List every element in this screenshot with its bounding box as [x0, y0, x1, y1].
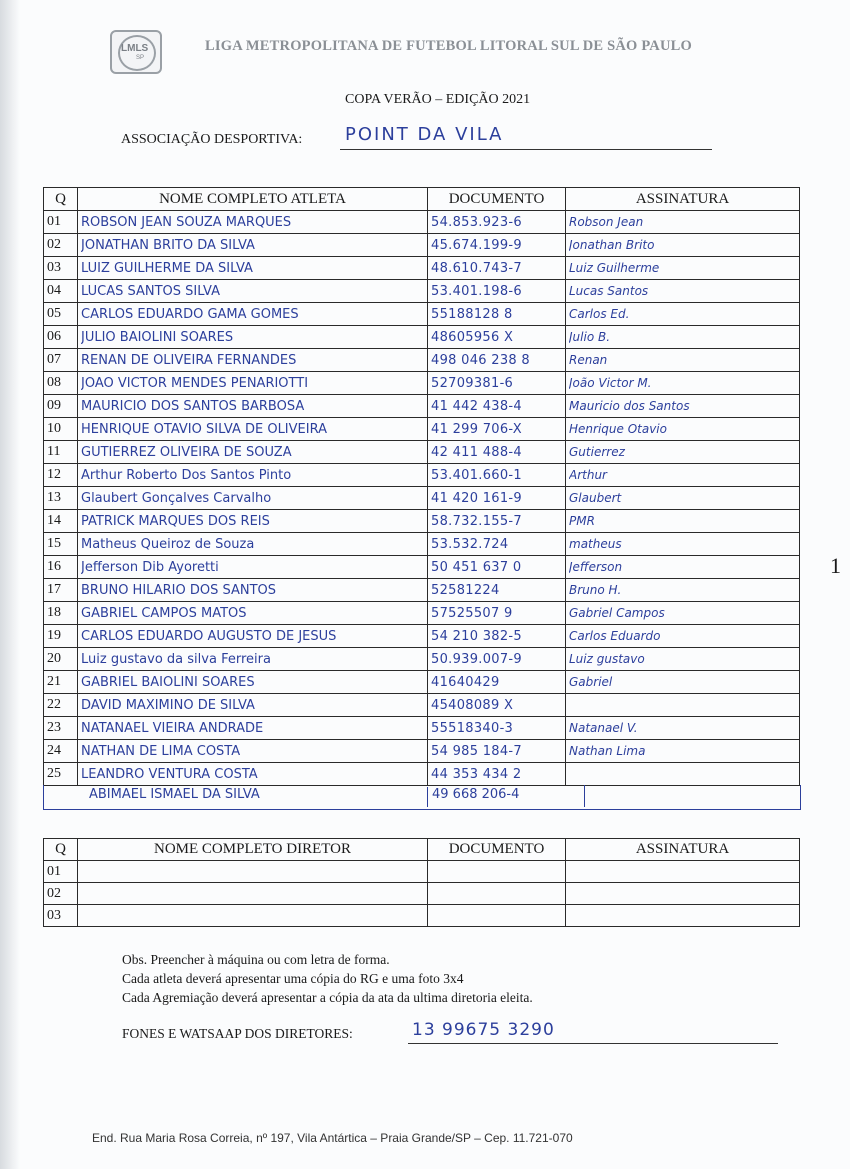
association-underline — [340, 149, 712, 150]
row-document-cell — [428, 533, 566, 556]
row-name-cell — [78, 257, 428, 280]
table-row — [44, 625, 800, 648]
row-name-cell — [78, 861, 428, 883]
row-signature: Jefferson — [569, 560, 623, 574]
row-name: Luiz gustavo da silva Ferreira — [81, 651, 271, 667]
row-number: 03 — [47, 260, 61, 275]
row-signature-cell — [566, 625, 800, 648]
table-row — [44, 441, 800, 464]
dir-col-document-header: DOCUMENTO — [428, 839, 566, 861]
row-signature-cell — [566, 556, 800, 579]
table-row — [44, 395, 800, 418]
row-document: 41 442 438-4 — [431, 398, 522, 414]
row-document-cell — [428, 602, 566, 625]
row-document-cell — [428, 883, 566, 905]
row-signature: Carlos Ed. — [569, 307, 630, 321]
row-number-cell — [44, 349, 78, 372]
row-name-cell — [78, 441, 428, 464]
footer-address: End. Rua Maria Rosa Correia, nº 197, Vila Antártica – Praia Grande/SP – Cep. 11.721-070 — [92, 1131, 573, 1145]
row-signature-cell — [566, 257, 800, 280]
row-name-cell — [78, 418, 428, 441]
table-row — [44, 694, 800, 717]
row-name: LEANDRO VENTURA COSTA — [81, 766, 258, 782]
row-document: 55188128 8 — [431, 306, 513, 322]
row-name: NATHAN DE LIMA COSTA — [81, 743, 241, 759]
row-document: 58.732.155-7 — [431, 513, 522, 529]
row-document-cell — [428, 372, 566, 395]
row-name-cell — [78, 694, 428, 717]
table-row — [44, 211, 800, 234]
row-document-cell — [428, 625, 566, 648]
row-name-cell — [78, 280, 428, 303]
athletes-body — [44, 211, 800, 786]
row-number: 18 — [47, 605, 61, 620]
row-name: Arthur Roberto Dos Santos Pinto — [81, 467, 292, 483]
row-signature-cell — [566, 487, 800, 510]
row-document-cell — [428, 257, 566, 280]
row-name: Jefferson Dib Ayoretti — [81, 559, 219, 575]
row-number: 15 — [47, 536, 61, 551]
directors-body — [44, 861, 800, 927]
row-name: RENAN DE OLIVEIRA FERNANDES — [81, 352, 297, 368]
row-name: LUCAS SANTOS SILVA — [81, 283, 220, 299]
row-number-cell — [44, 905, 78, 927]
row-document-cell — [428, 694, 566, 717]
row-number: 25 — [47, 766, 61, 781]
row-number-cell — [44, 487, 78, 510]
row-number: 12 — [47, 467, 61, 482]
row-number-cell — [44, 883, 78, 905]
row-document-cell — [428, 648, 566, 671]
row-document-cell — [428, 487, 566, 510]
logo-subtext: SP — [136, 55, 145, 61]
row-signature-cell — [566, 510, 800, 533]
row-name-cell — [78, 905, 428, 927]
row-signature: Luiz Guilherme — [569, 261, 660, 275]
row-signature-cell — [566, 533, 800, 556]
row-signature-cell — [566, 648, 800, 671]
row-number-cell — [44, 418, 78, 441]
row-name-cell — [78, 326, 428, 349]
table-row — [44, 418, 800, 441]
table-row — [44, 464, 800, 487]
row-name-cell — [78, 671, 428, 694]
row-name: Matheus Queiroz de Souza — [81, 536, 255, 552]
row-signature-cell — [566, 441, 800, 464]
row-signature: Robson Jean — [569, 215, 644, 229]
league-logo — [110, 30, 162, 74]
row-document: 53.532.724 — [431, 536, 509, 552]
table-row — [44, 740, 800, 763]
col-document-header: DOCUMENTO — [428, 188, 566, 211]
row-number: 19 — [47, 628, 61, 643]
row-name-cell — [78, 464, 428, 487]
row-number: 03 — [47, 907, 61, 923]
row-number-cell — [44, 648, 78, 671]
extra-athlete-name: ABIMAEL ISMAEL DA SILVA — [89, 787, 260, 802]
association-value: POINT DA VILA — [345, 124, 504, 145]
col-name-header: NOME COMPLETO ATLETA — [78, 188, 428, 211]
row-number: 22 — [47, 697, 61, 712]
row-signature-cell — [566, 602, 800, 625]
row-document-cell — [428, 234, 566, 257]
row-number: 21 — [47, 674, 61, 689]
row-document: 50.939.007-9 — [431, 651, 522, 667]
row-document-cell — [428, 395, 566, 418]
row-name: CARLOS EDUARDO AUGUSTO DE JESUS — [81, 628, 337, 644]
row-name: HENRIQUE OTAVIO SILVA DE OLIVEIRA — [81, 421, 327, 437]
row-signature-cell — [566, 694, 800, 717]
dir-col-q-header: Q — [44, 839, 78, 861]
row-name: JONATHAN BRITO DA SILVA — [81, 237, 255, 253]
row-document-cell — [428, 763, 566, 786]
row-number: 10 — [47, 421, 61, 436]
row-signature-cell — [566, 303, 800, 326]
row-document-cell — [428, 280, 566, 303]
row-signature: Luiz gustavo — [569, 652, 645, 666]
table-row — [44, 861, 800, 883]
row-document: 53.401.198-6 — [431, 283, 522, 299]
row-document-cell — [428, 905, 566, 927]
extra-athlete-document: 49 668 206-4 — [427, 787, 519, 807]
row-name: CARLOS EDUARDO GAMA GOMES — [81, 306, 299, 322]
row-number-cell — [44, 717, 78, 740]
row-document: 50 451 637 0 — [431, 559, 522, 575]
page-side-number: 1 — [830, 553, 841, 578]
row-signature-cell — [566, 234, 800, 257]
row-document-cell — [428, 740, 566, 763]
row-document-cell — [428, 861, 566, 883]
row-signature: Gabriel Campos — [569, 606, 665, 620]
row-signature: Renan — [569, 353, 608, 367]
row-signature: Gutierrez — [569, 445, 625, 459]
directors-table — [43, 838, 800, 927]
row-name-cell — [78, 234, 428, 257]
row-number: 20 — [47, 651, 61, 666]
row-name-cell — [78, 349, 428, 372]
row-document: 45408089 X — [431, 697, 514, 713]
row-name: ROBSON JEAN SOUZA MARQUES — [81, 214, 292, 230]
row-number: 11 — [47, 444, 61, 459]
row-document: 498 046 238 8 — [431, 352, 531, 368]
row-name: GABRIEL BAIOLINI SOARES — [81, 674, 255, 690]
row-signature: Julio B. — [569, 330, 611, 344]
row-signature: Arthur — [569, 468, 607, 482]
row-number-cell — [44, 625, 78, 648]
row-number: 13 — [47, 490, 61, 505]
row-number-cell — [44, 510, 78, 533]
extra-row-divider — [584, 785, 585, 807]
row-document: 53.401.660-1 — [431, 467, 522, 483]
row-document: 54 210 382-5 — [431, 628, 522, 644]
row-document-cell — [428, 579, 566, 602]
phones-underline — [408, 1043, 778, 1044]
row-document: 54 985 184-7 — [431, 743, 522, 759]
row-document: 48605956 X — [431, 329, 514, 345]
extra-athlete-row — [43, 785, 801, 810]
row-signature-cell — [566, 280, 800, 303]
row-name-cell — [78, 740, 428, 763]
row-signature-cell — [566, 905, 800, 927]
row-document: 57525507 9 — [431, 605, 513, 621]
row-document: 41 299 706-X — [431, 421, 522, 437]
row-document-cell — [428, 349, 566, 372]
row-number-cell — [44, 280, 78, 303]
row-document-cell — [428, 303, 566, 326]
table-row — [44, 763, 800, 786]
row-signature-cell — [566, 326, 800, 349]
row-document-cell — [428, 441, 566, 464]
row-document-cell — [428, 556, 566, 579]
row-name-cell — [78, 625, 428, 648]
row-signature: Nathan Lima — [569, 744, 646, 758]
row-document: 54.853.923-6 — [431, 214, 522, 230]
row-signature: Natanael V. — [569, 721, 638, 735]
row-document: 52709381-6 — [431, 375, 514, 391]
row-number: 16 — [47, 559, 61, 574]
row-signature: João Victor M. — [569, 376, 652, 390]
row-number: 06 — [47, 329, 61, 344]
dir-col-signature-header: ASSINATURA — [566, 839, 800, 861]
directors-header-row — [44, 839, 800, 861]
col-q-header: Q — [44, 188, 78, 211]
row-number-cell — [44, 257, 78, 280]
athletes-header-row — [44, 188, 800, 211]
row-name-cell — [78, 602, 428, 625]
row-signature: Bruno H. — [569, 583, 622, 597]
row-number-cell — [44, 602, 78, 625]
row-number-cell — [44, 464, 78, 487]
row-signature: Carlos Eduardo — [569, 629, 661, 643]
row-document-cell — [428, 211, 566, 234]
table-row — [44, 487, 800, 510]
row-document-cell — [428, 464, 566, 487]
table-row — [44, 579, 800, 602]
row-number-cell — [44, 303, 78, 326]
row-signature-cell — [566, 211, 800, 234]
table-row — [44, 349, 800, 372]
table-row — [44, 280, 800, 303]
row-number-cell — [44, 861, 78, 883]
row-name: Glaubert Gonçalves Carvalho — [81, 490, 272, 506]
row-number-cell — [44, 694, 78, 717]
dir-col-name-header: NOME COMPLETO DIRETOR — [78, 839, 428, 861]
row-name-cell — [78, 510, 428, 533]
row-number: 01 — [47, 214, 61, 229]
row-name: BRUNO HILARIO DOS SANTOS — [81, 582, 276, 598]
table-row — [44, 234, 800, 257]
row-name-cell — [78, 763, 428, 786]
table-row — [44, 556, 800, 579]
row-document-cell — [428, 510, 566, 533]
row-name: JOÃO VICTOR MENDES PENARIOTTI — [81, 375, 309, 391]
table-row — [44, 648, 800, 671]
row-signature: matheus — [569, 537, 622, 551]
row-number-cell — [44, 671, 78, 694]
table-row — [44, 533, 800, 556]
table-row — [44, 717, 800, 740]
association-label: ASSOCIAÇÃO DESPORTIVA: — [121, 132, 303, 147]
table-row — [44, 510, 800, 533]
row-number: 01 — [47, 863, 61, 879]
row-name: MAURICIO DOS SANTOS BARBOSA — [81, 398, 305, 414]
row-signature-cell — [566, 883, 800, 905]
row-number: 17 — [47, 582, 61, 597]
row-signature: Glaubert — [569, 491, 622, 505]
row-number: 04 — [47, 283, 61, 298]
row-number: 02 — [47, 885, 61, 901]
table-row — [44, 303, 800, 326]
row-number-cell — [44, 234, 78, 257]
row-name-cell — [78, 883, 428, 905]
row-signature-cell — [566, 395, 800, 418]
edition-title: COPA VERÃO – EDIÇÃO 2021 — [345, 92, 531, 107]
table-row — [44, 326, 800, 349]
row-document: 52581224 — [431, 582, 500, 598]
note-line: Cada Agremiação deverá apresentar a cópia da ata da ultima diretoria eleita. — [122, 990, 533, 1005]
row-number: 23 — [47, 720, 61, 735]
row-name-cell — [78, 211, 428, 234]
row-signature-cell — [566, 418, 800, 441]
row-number: 07 — [47, 352, 61, 367]
row-number: 08 — [47, 375, 61, 390]
league-name: LIGA METROPOLITANA DE FUTEBOL LITORAL SUL DE SÃO PAULO — [205, 38, 692, 54]
row-name: LUIZ GUILHERME DA SILVA — [81, 260, 253, 276]
row-number-cell — [44, 533, 78, 556]
row-number-cell — [44, 211, 78, 234]
note-line: Cada atleta deverá apresentar uma cópia do RG e uma foto 3x4 — [122, 971, 464, 986]
row-document: 42 411 488-4 — [431, 444, 522, 460]
row-name-cell — [78, 533, 428, 556]
logo-text: LMLS — [121, 43, 149, 54]
row-name: PATRICK MARQUES DOS REIS — [81, 513, 270, 529]
row-number: 14 — [47, 513, 61, 528]
row-name-cell — [78, 556, 428, 579]
phones-label: FONES E WATSAAP DOS DIRETORES: — [122, 1026, 353, 1041]
row-document-cell — [428, 418, 566, 441]
row-signature-cell — [566, 372, 800, 395]
row-signature-cell — [566, 861, 800, 883]
row-document: 41640429 — [431, 674, 500, 690]
row-number-cell — [44, 395, 78, 418]
row-signature-cell — [566, 717, 800, 740]
row-name-cell — [78, 648, 428, 671]
row-number-cell — [44, 579, 78, 602]
row-name-cell — [78, 717, 428, 740]
row-document: 44 353 434 2 — [431, 766, 522, 782]
row-name: DAVID MAXIMINO DE SILVA — [81, 697, 255, 713]
row-signature-cell — [566, 763, 800, 786]
row-name-cell — [78, 579, 428, 602]
col-signature-header: ASSINATURA — [566, 188, 800, 211]
row-name-cell — [78, 303, 428, 326]
scan-shadow — [0, 0, 20, 1169]
row-signature: PMR — [569, 514, 595, 528]
row-name: JULIO BAIOLINI SOARES — [81, 329, 234, 345]
row-signature: Jonathan Brito — [569, 238, 655, 252]
note-line: Obs. Preencher à máquina ou com letra de forma. — [122, 952, 390, 967]
row-number: 02 — [47, 237, 61, 252]
row-number: 09 — [47, 398, 61, 413]
row-signature-cell — [566, 671, 800, 694]
row-number-cell — [44, 763, 78, 786]
row-document: 41 420 161-9 — [431, 490, 522, 506]
row-number: 05 — [47, 306, 61, 321]
row-document-cell — [428, 326, 566, 349]
row-number: 24 — [47, 743, 61, 758]
row-name: GABRIEL CAMPOS MATOS — [81, 605, 247, 621]
row-number-cell — [44, 441, 78, 464]
row-signature-cell — [566, 349, 800, 372]
table-row — [44, 671, 800, 694]
row-name: NATANAEL VIEIRA ANDRADE — [81, 720, 264, 736]
row-number-cell — [44, 740, 78, 763]
table-row — [44, 257, 800, 280]
table-row — [44, 905, 800, 927]
table-row — [44, 602, 800, 625]
row-number-cell — [44, 372, 78, 395]
row-signature-cell — [566, 464, 800, 487]
row-signature-cell — [566, 740, 800, 763]
row-number-cell — [44, 326, 78, 349]
row-name-cell — [78, 487, 428, 510]
row-name-cell — [78, 372, 428, 395]
row-name: GUTIERREZ OLIVEIRA DE SOUZA — [81, 444, 292, 460]
row-name-cell — [78, 395, 428, 418]
row-signature: Mauricio dos Santos — [569, 399, 690, 413]
row-signature: Gabriel — [569, 675, 613, 689]
row-signature: Lucas Santos — [569, 284, 649, 298]
row-document: 55518340-3 — [431, 720, 514, 736]
row-number-cell — [44, 556, 78, 579]
notes-block — [122, 950, 533, 1007]
row-document: 45.674.199-9 — [431, 237, 522, 253]
table-row — [44, 372, 800, 395]
row-document: 48.610.743-7 — [431, 260, 522, 276]
row-document-cell — [428, 671, 566, 694]
row-signature-cell — [566, 579, 800, 602]
table-row — [44, 883, 800, 905]
row-signature: Henrique Otavio — [569, 422, 667, 436]
phones-value: 13 99675 3290 — [412, 1020, 555, 1040]
row-document-cell — [428, 717, 566, 740]
athletes-table — [43, 187, 800, 786]
